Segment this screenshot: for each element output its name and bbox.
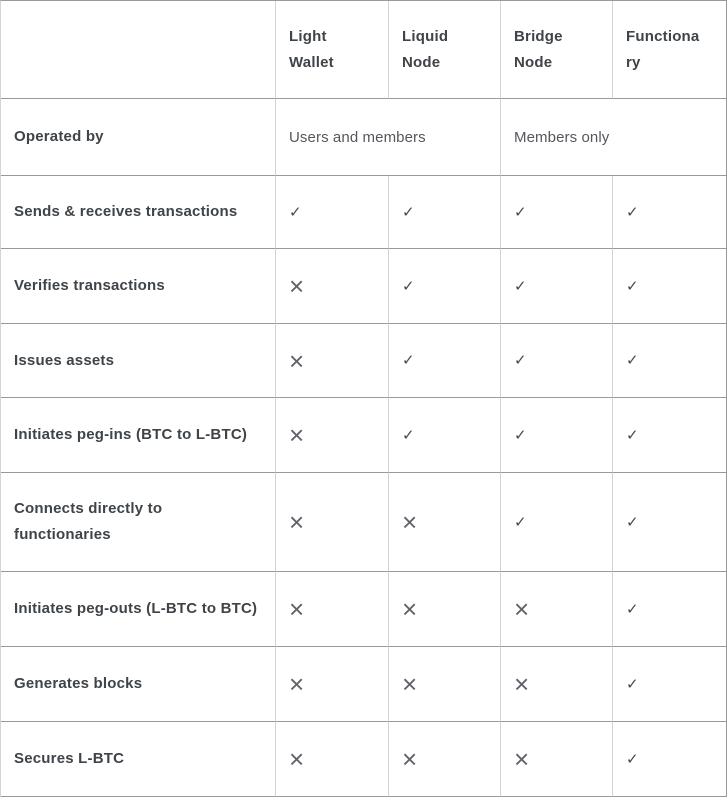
- check-icon: ✓: [388, 324, 500, 398]
- check-icon: ✓: [500, 249, 612, 324]
- cross-icon: ×: [388, 473, 500, 572]
- column-header-label: Liquid Node: [402, 27, 449, 71]
- operated-by-value: Users and members: [275, 99, 500, 176]
- column-header-label: Light Wallet: [289, 27, 334, 71]
- feature-label: Verifies transactions: [1, 249, 275, 324]
- feature-label: Sends & receives transactions: [1, 176, 275, 249]
- corner-cell: [1, 1, 275, 99]
- check-icon: ✓: [612, 176, 726, 249]
- feature-row: [1, 473, 726, 572]
- feature-row: [1, 249, 726, 324]
- row-label: Operated by: [1, 99, 275, 176]
- cross-icon: ×: [500, 722, 612, 797]
- check-icon: ✓: [388, 398, 500, 473]
- check-icon: ✓: [500, 324, 612, 398]
- check-icon: ✓: [612, 473, 726, 572]
- operated-by-row: [1, 99, 726, 176]
- cross-icon: ×: [275, 572, 388, 647]
- operated-by-value: Members only: [500, 99, 726, 176]
- cross-icon: ×: [275, 398, 388, 473]
- cross-icon: ×: [275, 473, 388, 572]
- cross-icon: ×: [500, 572, 612, 647]
- check-icon: ✓: [612, 572, 726, 647]
- cross-icon: ×: [388, 572, 500, 647]
- cross-icon: ×: [388, 722, 500, 797]
- feature-row: [1, 722, 726, 797]
- cross-icon: ×: [275, 324, 388, 398]
- check-icon: ✓: [388, 176, 500, 249]
- feature-label: Connects directly to functionaries: [1, 473, 275, 572]
- check-icon: ✓: [612, 722, 726, 797]
- column-header-label: Functionary: [626, 27, 700, 71]
- column-header-bridge-node: [500, 1, 612, 99]
- feature-row: [1, 647, 726, 722]
- feature-label: Initiates peg-outs (L-BTC to BTC): [1, 572, 275, 647]
- check-icon: ✓: [500, 473, 612, 572]
- check-icon: ✓: [612, 324, 726, 398]
- check-icon: ✓: [500, 176, 612, 249]
- cross-icon: ×: [275, 647, 388, 722]
- cross-icon: ×: [500, 647, 612, 722]
- cross-icon: ×: [275, 722, 388, 797]
- column-header-light-wallet: [275, 1, 388, 99]
- check-icon: ✓: [612, 398, 726, 473]
- feature-label: Secures L-BTC: [1, 722, 275, 797]
- column-header-label: Bridge Node: [514, 27, 563, 71]
- feature-row: [1, 572, 726, 647]
- header-row: [1, 1, 726, 99]
- feature-row: [1, 398, 726, 473]
- check-icon: ✓: [612, 647, 726, 722]
- feature-row: [1, 176, 726, 249]
- column-header-functionary: [612, 1, 726, 99]
- check-icon: ✓: [388, 249, 500, 324]
- feature-row: [1, 324, 726, 398]
- feature-label: Issues assets: [1, 324, 275, 398]
- check-icon: ✓: [275, 176, 388, 249]
- check-icon: ✓: [612, 249, 726, 324]
- cross-icon: ×: [388, 647, 500, 722]
- check-icon: ✓: [500, 398, 612, 473]
- column-header-liquid-node: [388, 1, 500, 99]
- feature-label: Generates blocks: [1, 647, 275, 722]
- cross-icon: ×: [275, 249, 388, 324]
- feature-label: Initiates peg-ins (BTC to L-BTC): [1, 398, 275, 473]
